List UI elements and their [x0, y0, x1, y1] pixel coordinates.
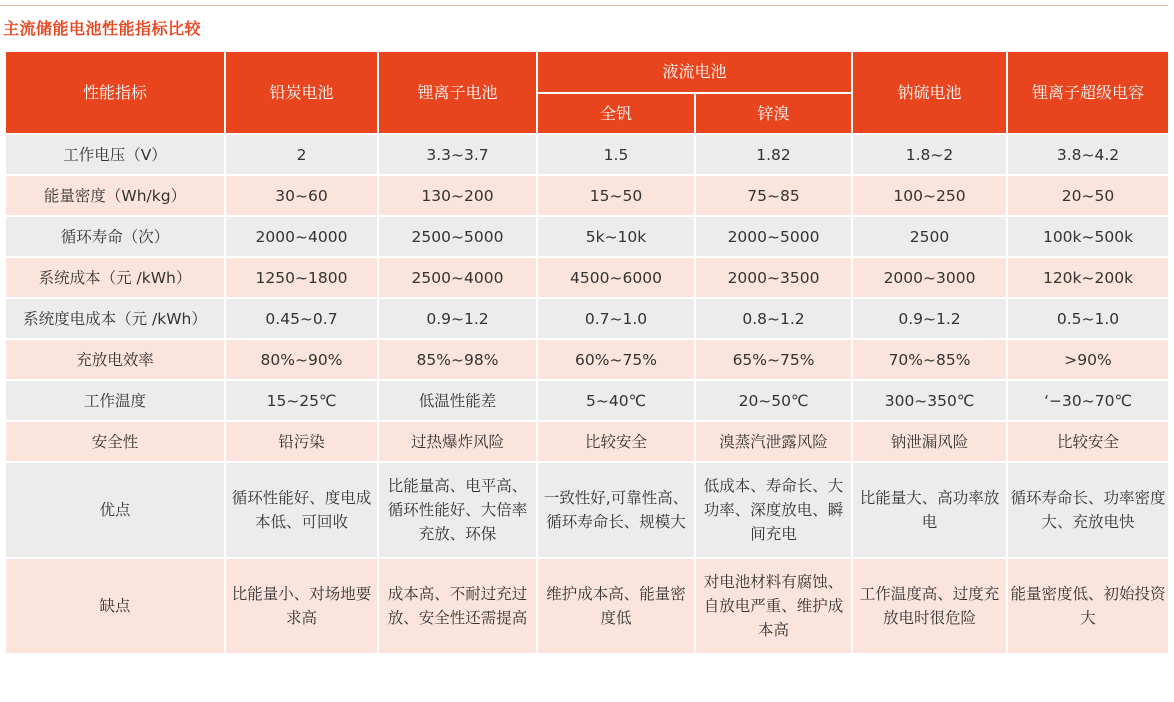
table-cell: 低成本、寿命长、大功率、深度放电、瞬间充电 [695, 462, 852, 558]
table-cell: 过热爆炸风险 [378, 421, 537, 462]
row-label: 优点 [5, 462, 225, 558]
table-cell: 0.9~1.2 [852, 298, 1007, 339]
table-cell: 溴蒸汽泄露风险 [695, 421, 852, 462]
table-cell: 0.45~0.7 [225, 298, 378, 339]
table-cell: 成本高、不耐过充过放、安全性还需提高 [378, 558, 537, 654]
table-row [5, 134, 1169, 175]
table-cell: 钠泄漏风险 [852, 421, 1007, 462]
table-cell: 5~40℃ [537, 380, 695, 421]
table-cell: 60%~75% [537, 339, 695, 380]
table-cell: 300~350℃ [852, 380, 1007, 421]
table-cell: 一致性好,可靠性高、循环寿命长、规模大 [537, 462, 695, 558]
table-cell: 循环寿命长、功率密度大、充放电快 [1007, 462, 1169, 558]
table-row [5, 462, 1169, 558]
table-cell: 2000~5000 [695, 216, 852, 257]
comparison-table [4, 50, 1170, 655]
header-lead-carbon: 铅炭电池 [225, 51, 378, 134]
table-cell: 75~85 [695, 175, 852, 216]
table-cell: 对电池材料有腐蚀、自放电严重、维护成本高 [695, 558, 852, 654]
table-cell: 维护成本高、能量密度低 [537, 558, 695, 654]
table-cell: 2500 [852, 216, 1007, 257]
header-nas: 钠硫电池 [852, 51, 1007, 134]
table-cell: 15~25℃ [225, 380, 378, 421]
table-row [5, 175, 1169, 216]
header-li-capacitor: 锂离子超级电容 [1007, 51, 1169, 134]
table-row [5, 558, 1169, 654]
row-label: 工作电压（V） [5, 134, 225, 175]
row-label: 系统成本（元 /kWh） [5, 257, 225, 298]
top-divider [0, 5, 1168, 6]
row-label: 系统度电成本（元 /kWh） [5, 298, 225, 339]
table-cell: 比较安全 [537, 421, 695, 462]
row-label: 安全性 [5, 421, 225, 462]
header-flow-battery: 液流电池 [537, 51, 852, 93]
table-row [5, 421, 1169, 462]
table-cell: 20~50 [1007, 175, 1169, 216]
table-cell: ‘−30~70℃ [1007, 380, 1169, 421]
row-label: 充放电效率 [5, 339, 225, 380]
table-cell: 30~60 [225, 175, 378, 216]
header-metric: 性能指标 [5, 51, 225, 134]
table-cell: 1.5 [537, 134, 695, 175]
table-cell: 比能量大、高功率放电 [852, 462, 1007, 558]
table-cell: 80%~90% [225, 339, 378, 380]
table-cell: 3.8~4.2 [1007, 134, 1169, 175]
table-cell: 比能量高、电平高、循环性能好、大倍率充放、环保 [378, 462, 537, 558]
table-cell: 100k~500k [1007, 216, 1169, 257]
table-cell: 70%~85% [852, 339, 1007, 380]
table-cell: 0.9~1.2 [378, 298, 537, 339]
table-cell: 2000~4000 [225, 216, 378, 257]
row-label: 能量密度（Wh/kg） [5, 175, 225, 216]
table-cell: 120k~200k [1007, 257, 1169, 298]
table-cell: 工作温度高、过度充放电时很危险 [852, 558, 1007, 654]
table-cell: 1250~1800 [225, 257, 378, 298]
table-cell: 85%~98% [378, 339, 537, 380]
row-label: 工作温度 [5, 380, 225, 421]
table-cell: 0.7~1.0 [537, 298, 695, 339]
table-cell: 65%~75% [695, 339, 852, 380]
table-cell: 循环性能好、度电成本低、可回收 [225, 462, 378, 558]
table-cell: 1.82 [695, 134, 852, 175]
table-cell: 2 [225, 134, 378, 175]
table-cell: >90% [1007, 339, 1169, 380]
header-li-ion: 锂离子电池 [378, 51, 537, 134]
table-cell: 能量密度低、初始投资大 [1007, 558, 1169, 654]
row-label: 循环寿命（次） [5, 216, 225, 257]
table-cell: 5k~10k [537, 216, 695, 257]
table-cell: 20~50℃ [695, 380, 852, 421]
row-label: 缺点 [5, 558, 225, 654]
table-row [5, 339, 1169, 380]
table-cell: 2500~4000 [378, 257, 537, 298]
table-cell: 100~250 [852, 175, 1007, 216]
table-cell: 低温性能差 [378, 380, 537, 421]
table-cell: 4500~6000 [537, 257, 695, 298]
table-cell: 3.3~3.7 [378, 134, 537, 175]
table-cell: 1.8~2 [852, 134, 1007, 175]
header-vanadium: 全钒 [537, 93, 695, 134]
table-cell: 2500~5000 [378, 216, 537, 257]
table-cell: 2000~3500 [695, 257, 852, 298]
table-cell: 铅污染 [225, 421, 378, 462]
table-cell: 130~200 [378, 175, 537, 216]
table-row [5, 216, 1169, 257]
table-cell: 2000~3000 [852, 257, 1007, 298]
table-cell: 0.5~1.0 [1007, 298, 1169, 339]
page-title: 主流储能电池性能指标比较 [3, 19, 202, 38]
header-zinc-bromine: 锌溴 [695, 93, 852, 134]
table-cell: 比较安全 [1007, 421, 1169, 462]
table-cell: 比能量小、对场地要求高 [225, 558, 378, 654]
table-cell: 0.8~1.2 [695, 298, 852, 339]
table-row [5, 298, 1169, 339]
table-row [5, 380, 1169, 421]
table-cell: 15~50 [537, 175, 695, 216]
table-row [5, 257, 1169, 298]
